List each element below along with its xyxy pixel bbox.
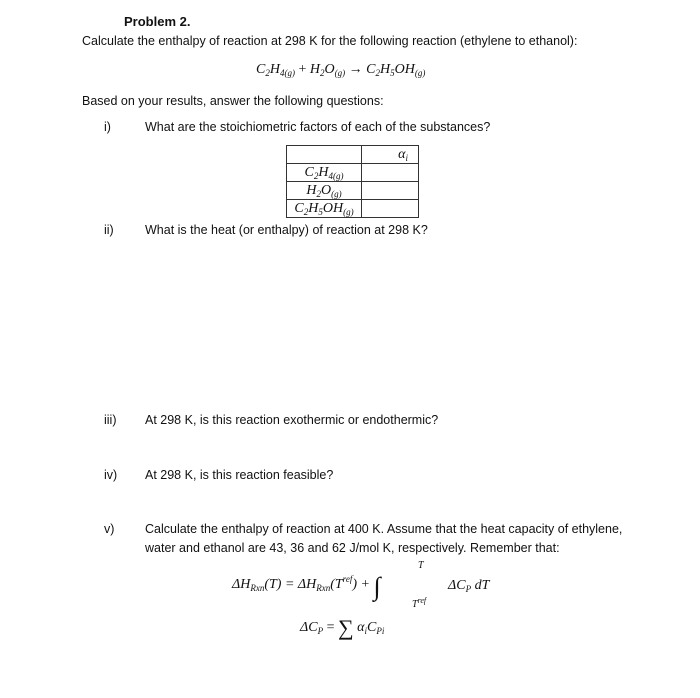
question-3-text: At 298 K, is this reaction exothermic or endothermic? — [145, 413, 439, 427]
question-1-number: i) — [104, 120, 111, 134]
question-2-number: ii) — [104, 223, 114, 237]
integral-lower-limit: $T^{ref}$ — [412, 596, 427, 610]
question-5-line-1: Calculate the enthalpy of reaction at 400 K. Assume that the heat capacity of ethylene, — [145, 522, 623, 536]
table-cell-alpha — [362, 182, 419, 200]
problem-title: Problem 2. — [124, 14, 191, 29]
question-5-line-2: water and ethanol are 43, 36 and 62 J/mol K, respectively. Remember that: — [145, 541, 560, 555]
table-cell-species: $C_2H_{4(g)}$ — [287, 164, 362, 182]
table-header-alpha: $\alpha_i$ — [362, 146, 419, 164]
integral-upper-limit: T — [418, 560, 424, 571]
table-cell-alpha — [362, 200, 419, 218]
table-header-row — [287, 146, 419, 164]
intro-text: Based on your results, answer the following questions: — [82, 94, 384, 108]
table-cell-species: $C_2H_5OH_{(g)}$ — [287, 200, 362, 218]
table-header-empty — [287, 146, 362, 164]
question-4-number: iv) — [104, 468, 118, 482]
heat-capacity-formula: $\Delta C_P$ = ∑ $\alpha_iC_{Pi}$ — [300, 615, 385, 640]
question-4-text: At 298 K, is this reaction feasible? — [145, 468, 334, 482]
question-2-text: What is the heat (or enthalpy) of reaction at 298 K? — [145, 223, 428, 237]
reaction-equation: $C_2H_{4(g)} + H_2O_{(g)} \to C_2H_5OH_{(g)}$ — [256, 62, 426, 78]
problem-statement: Calculate the enthalpy of reaction at 298 K for the following reaction (ethylene to ethanol): — [82, 34, 578, 48]
stoichiometric-table — [286, 145, 419, 218]
enthalpy-formula: $\Delta H_{Rxn}(T) = \Delta H_{Rxn}(T^{ref})$ + ∫ — [232, 572, 381, 601]
table-row — [287, 164, 419, 182]
question-5-number: v) — [104, 522, 115, 536]
table-row — [287, 182, 419, 200]
table-cell-species: $H_2O_{(g)}$ — [287, 182, 362, 200]
question-1-text: What are the stoichiometric factors of each of the substances? — [145, 120, 491, 134]
question-3-number: iii) — [104, 413, 117, 427]
table-cell-alpha — [362, 164, 419, 182]
table-row — [287, 200, 419, 218]
integrand: $\Delta C_P$ dT — [448, 578, 490, 594]
